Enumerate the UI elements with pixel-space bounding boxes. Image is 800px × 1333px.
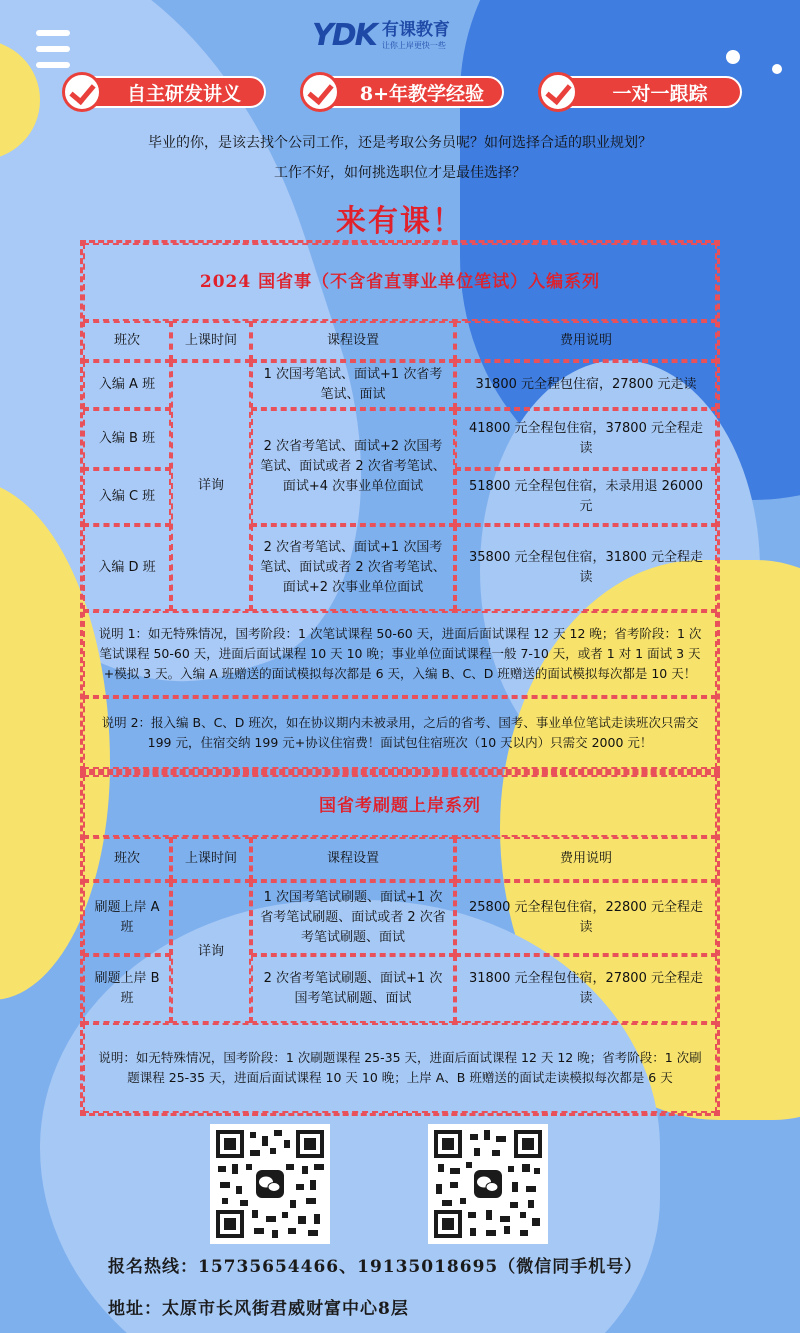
- feature-badges: [62, 72, 742, 112]
- course-cell: 2 次省考笔试、面试+2 次国考笔试、面试或者 2 次省考笔试、面试+4 次事业单位面试: [251, 409, 455, 525]
- address: 地址：太原市长风街君威财富中心8层: [108, 1299, 409, 1319]
- headline: 来有课！: [336, 204, 464, 239]
- course-cell: 1 次国考笔试、面试+1 次省考笔试、面试: [251, 361, 455, 409]
- course-cell: 2 次省考笔试、面试+1 次国考笔试、面试或者 2 次省考笔试、面试+2 次事业单位面试: [251, 525, 455, 611]
- feature-badge: [538, 72, 742, 112]
- fee-cell: 31800 元全程包住宿，27800 元全程走读: [455, 955, 717, 1023]
- fee-cell: 35800 元全程包住宿，31800 元全程走读: [455, 525, 717, 611]
- badge-label: 一对一跟踪: [552, 76, 742, 108]
- header-schedule: 上课时间: [171, 837, 251, 881]
- feature-badge: [62, 72, 266, 112]
- badge-label: 8+年教学经验: [314, 76, 504, 108]
- header-class: 班次: [83, 321, 171, 361]
- logo-slogan: 让你上岸更快一些: [381, 41, 446, 50]
- class-name: 入编 B 班: [83, 409, 171, 469]
- header-class: 班次: [83, 837, 171, 881]
- intro-question: 工作不好，如何挑选职位才是最佳选择？: [274, 165, 526, 181]
- checkmark-icon: [300, 72, 340, 112]
- qr-code-image: [428, 1124, 548, 1244]
- checkmark-icon: [538, 72, 578, 112]
- schedule-cell: 详询: [171, 881, 251, 1023]
- series1-note1: 说明 1：如无特殊情况，国考阶段：1 次笔试课程 50-60 天，进面后面试课程 12 天 12 晚；省考阶段：1 次笔试课程 50-60 天，进面后面试课程 10 天 10 晚；事业单位面试课程一般 7-10 天，或者 1 对 1 面试 3 天+模拟 3 天。入编 A 班赠送的面试模拟每次都是 6 天，入编 B、C、D 班赠送的面试模拟每次都是 10 天！: [83, 611, 717, 697]
- schedule-cell: 详询: [171, 361, 251, 611]
- qr-code-image: [210, 1124, 330, 1244]
- fee-cell: 31800 元全程包住宿，27800 元走读: [455, 361, 717, 409]
- class-name: 入编 A 班: [83, 361, 171, 409]
- badge-label: 自主研发讲义: [76, 76, 266, 108]
- class-name: 入编 D 班: [83, 525, 171, 611]
- checkmark-icon: [62, 72, 102, 112]
- course-cell: 2 次省考笔试刷题、面试+1 次国考笔试刷题、面试: [251, 955, 455, 1023]
- series1-note2: 说明 2：报入编 B、C、D 班次，如在协议期内未被录用，之后的省考、国考、事业单位笔试走读班次只需交 199 元，住宿交纳 199 元+协议住宿费！面试包住宿班次（10 天以内）只需交 2000 元！: [83, 697, 717, 769]
- course-cell: 1 次国考笔试刷题、面试+1 次省考笔试刷题、面试或者 2 次省考笔试刷题、面试: [251, 881, 455, 955]
- feature-badge: [300, 72, 504, 112]
- series1-title: 2024 国省事（不含省直事业单位笔试）入编系列: [83, 243, 717, 321]
- series1-table: [80, 240, 720, 772]
- header-course: 课程设置: [251, 837, 455, 881]
- series2-title: 国省考刷题上岸系列: [83, 775, 717, 837]
- fee-cell: 25800 元全程包住宿，22800 元全程走读: [455, 881, 717, 955]
- header-course: 课程设置: [251, 321, 455, 361]
- class-name: 刷题上岸 A 班: [83, 881, 171, 955]
- header-fee: 费用说明: [455, 321, 717, 361]
- logo-mark: YDK: [312, 18, 376, 53]
- series2-note: 说明：如无特殊情况，国考阶段：1 次刷题课程 25-35 天，进面后面试课程 12 天 12 晚；省考阶段：1 次刷题课程 25-35 天，进面后面试课程 10 天 10 晚；上岸 A、B 班赠送的面试走读模拟每次都是 6 天: [83, 1023, 717, 1113]
- header-schedule: 上课时间: [171, 321, 251, 361]
- hotline: 报名热线：15735654466、19135018695（微信同手机号）: [108, 1257, 643, 1277]
- brand-logo: [312, 18, 450, 53]
- series2-table: [80, 772, 720, 1116]
- fee-cell: 41800 元全程包住宿，37800 元全程走读: [455, 409, 717, 469]
- fee-cell: 51800 元全程包住宿，未录用退 26000 元: [455, 469, 717, 525]
- logo-name: 有课教育: [381, 20, 450, 40]
- intro-question: 毕业的你，是该去找个公司工作，还是考取公务员呢？如何选择合适的职业规划？: [148, 135, 652, 151]
- class-name: 入编 C 班: [83, 469, 171, 525]
- class-name: 刷题上岸 B 班: [83, 955, 171, 1023]
- header-fee: 费用说明: [455, 837, 717, 881]
